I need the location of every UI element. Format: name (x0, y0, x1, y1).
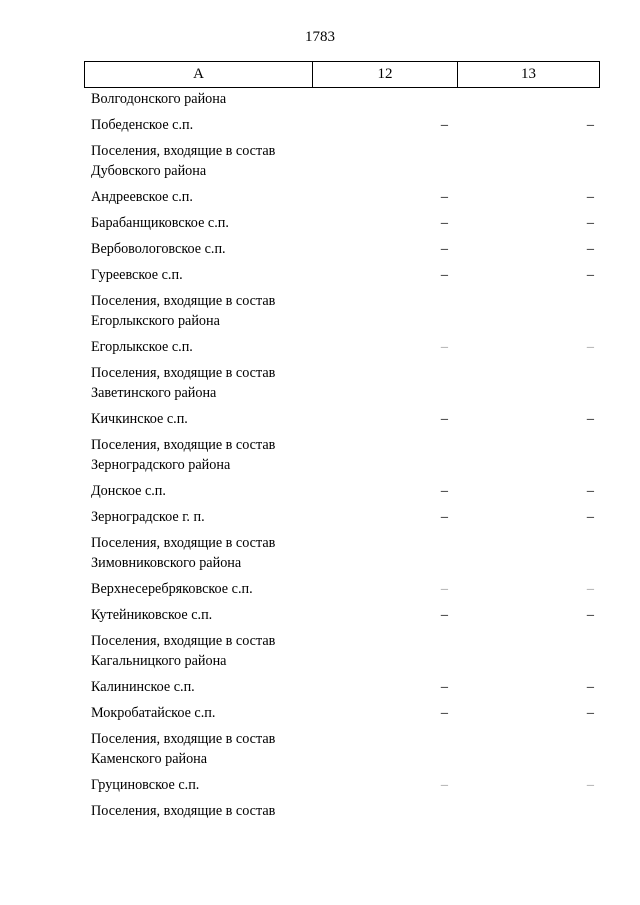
value-col-12: – (440, 339, 448, 355)
value-col-13 (457, 435, 598, 475)
column-header-13: 13 (521, 66, 536, 82)
table-row (84, 406, 600, 432)
settlement-name: Донское с.п. (91, 483, 166, 499)
value-col-12 (312, 363, 457, 403)
settlement-name: Гуреевское с.п. (91, 267, 183, 283)
value-col-13: – (586, 215, 594, 231)
value-col-13 (457, 363, 598, 403)
value-col-13: – (586, 339, 594, 355)
settlement-name: Калининское с.п. (91, 679, 195, 695)
settlement-name: Поселения, входящие в состав Зимовниковского района (91, 535, 276, 571)
table-row (84, 674, 600, 700)
table-row (84, 288, 600, 334)
value-col-13: – (586, 607, 594, 623)
value-col-12: – (440, 241, 448, 257)
settlement-name: Поселения, входящие в состав Каменского района (91, 731, 276, 767)
table-row (84, 138, 600, 184)
value-col-12: – (440, 581, 448, 597)
table-row (84, 628, 600, 674)
value-col-12: – (440, 267, 448, 283)
table-row (84, 432, 600, 478)
value-col-13 (457, 729, 598, 769)
settlement-name: Поселения, входящие в состав Дубовского района (91, 143, 276, 179)
value-col-12: – (440, 189, 448, 205)
value-col-13: – (586, 483, 594, 499)
settlement-name: Кичкинское с.п. (91, 411, 188, 427)
table-row (84, 478, 600, 504)
value-col-12 (312, 729, 457, 769)
column-header-12: 12 (313, 62, 458, 87)
settlement-name: Андреевское с.п. (91, 189, 193, 205)
value-col-12: – (440, 509, 448, 525)
settlement-name: Волгодонского района (91, 91, 227, 107)
value-col-13: – (586, 679, 594, 695)
value-col-13: – (586, 189, 594, 205)
value-col-12: – (440, 705, 448, 721)
value-col-12: – (440, 607, 448, 623)
settlement-name: Кутейниковское с.п. (91, 607, 213, 623)
settlement-name: Поселения, входящие в состав Кагальницкого района (91, 633, 276, 669)
settlement-name: Победенское с.п. (91, 117, 194, 133)
table-row (84, 700, 600, 726)
value-col-12: – (440, 411, 448, 427)
settlement-name: Мокробатайское с.п. (91, 705, 216, 721)
value-col-13 (457, 89, 598, 109)
table-row (84, 89, 600, 112)
table-body (84, 89, 600, 824)
settlement-name: Егорлыкское с.п. (91, 339, 193, 355)
settlement-name: Поселения, входящие в состав (91, 803, 276, 819)
value-col-13: – (586, 581, 594, 597)
value-col-13 (457, 141, 598, 181)
settlement-name: Поселения, входящие в состав Зерноградского района (91, 437, 276, 473)
table-header (84, 61, 600, 88)
value-col-12 (312, 801, 457, 821)
value-col-12 (312, 141, 457, 181)
value-col-13: – (586, 241, 594, 257)
settlement-name: Верхнесеребряковское с.п. (91, 581, 253, 597)
value-col-13: – (586, 267, 594, 283)
settlement-name: Зерноградское г. п. (91, 509, 205, 525)
value-col-12 (312, 631, 457, 671)
table-row (84, 798, 600, 824)
table-row (84, 262, 600, 288)
table-row (84, 530, 600, 576)
value-col-13: – (586, 509, 594, 525)
table-row (84, 772, 600, 798)
value-col-13 (457, 801, 598, 821)
value-col-12: – (440, 483, 448, 499)
table-row (84, 504, 600, 530)
value-col-13: – (586, 117, 594, 133)
page-number: 1783 (305, 29, 335, 45)
value-col-12 (312, 533, 457, 573)
value-col-13 (457, 631, 598, 671)
table-row (84, 210, 600, 236)
settlement-name: Барабанщиковское с.п. (91, 215, 229, 231)
value-col-12 (312, 435, 457, 475)
value-col-13 (457, 533, 598, 573)
table-row (84, 602, 600, 628)
table-row (84, 334, 600, 360)
value-col-12: – (440, 215, 448, 231)
value-col-13: – (586, 777, 594, 793)
value-col-13: – (586, 705, 594, 721)
table-row (84, 360, 600, 406)
value-col-13: – (586, 411, 594, 427)
table-row (84, 726, 600, 772)
value-col-12: – (440, 777, 448, 793)
settlement-name: Груциновское с.п. (91, 777, 200, 793)
table-row (84, 576, 600, 602)
value-col-12: – (440, 117, 448, 133)
table-row (84, 112, 600, 138)
settlement-name: Поселения, входящие в состав Заветинского района (91, 365, 276, 401)
value-col-12 (312, 89, 457, 109)
value-col-12 (312, 291, 457, 331)
table-row (84, 184, 600, 210)
settlement-name: Поселения, входящие в состав Егорлыкского района (91, 293, 276, 329)
value-col-13 (457, 291, 598, 331)
value-col-12: – (440, 679, 448, 695)
table-row (84, 236, 600, 262)
column-header-a: А (85, 62, 313, 87)
settlement-name: Вербовологовское с.п. (91, 241, 226, 257)
